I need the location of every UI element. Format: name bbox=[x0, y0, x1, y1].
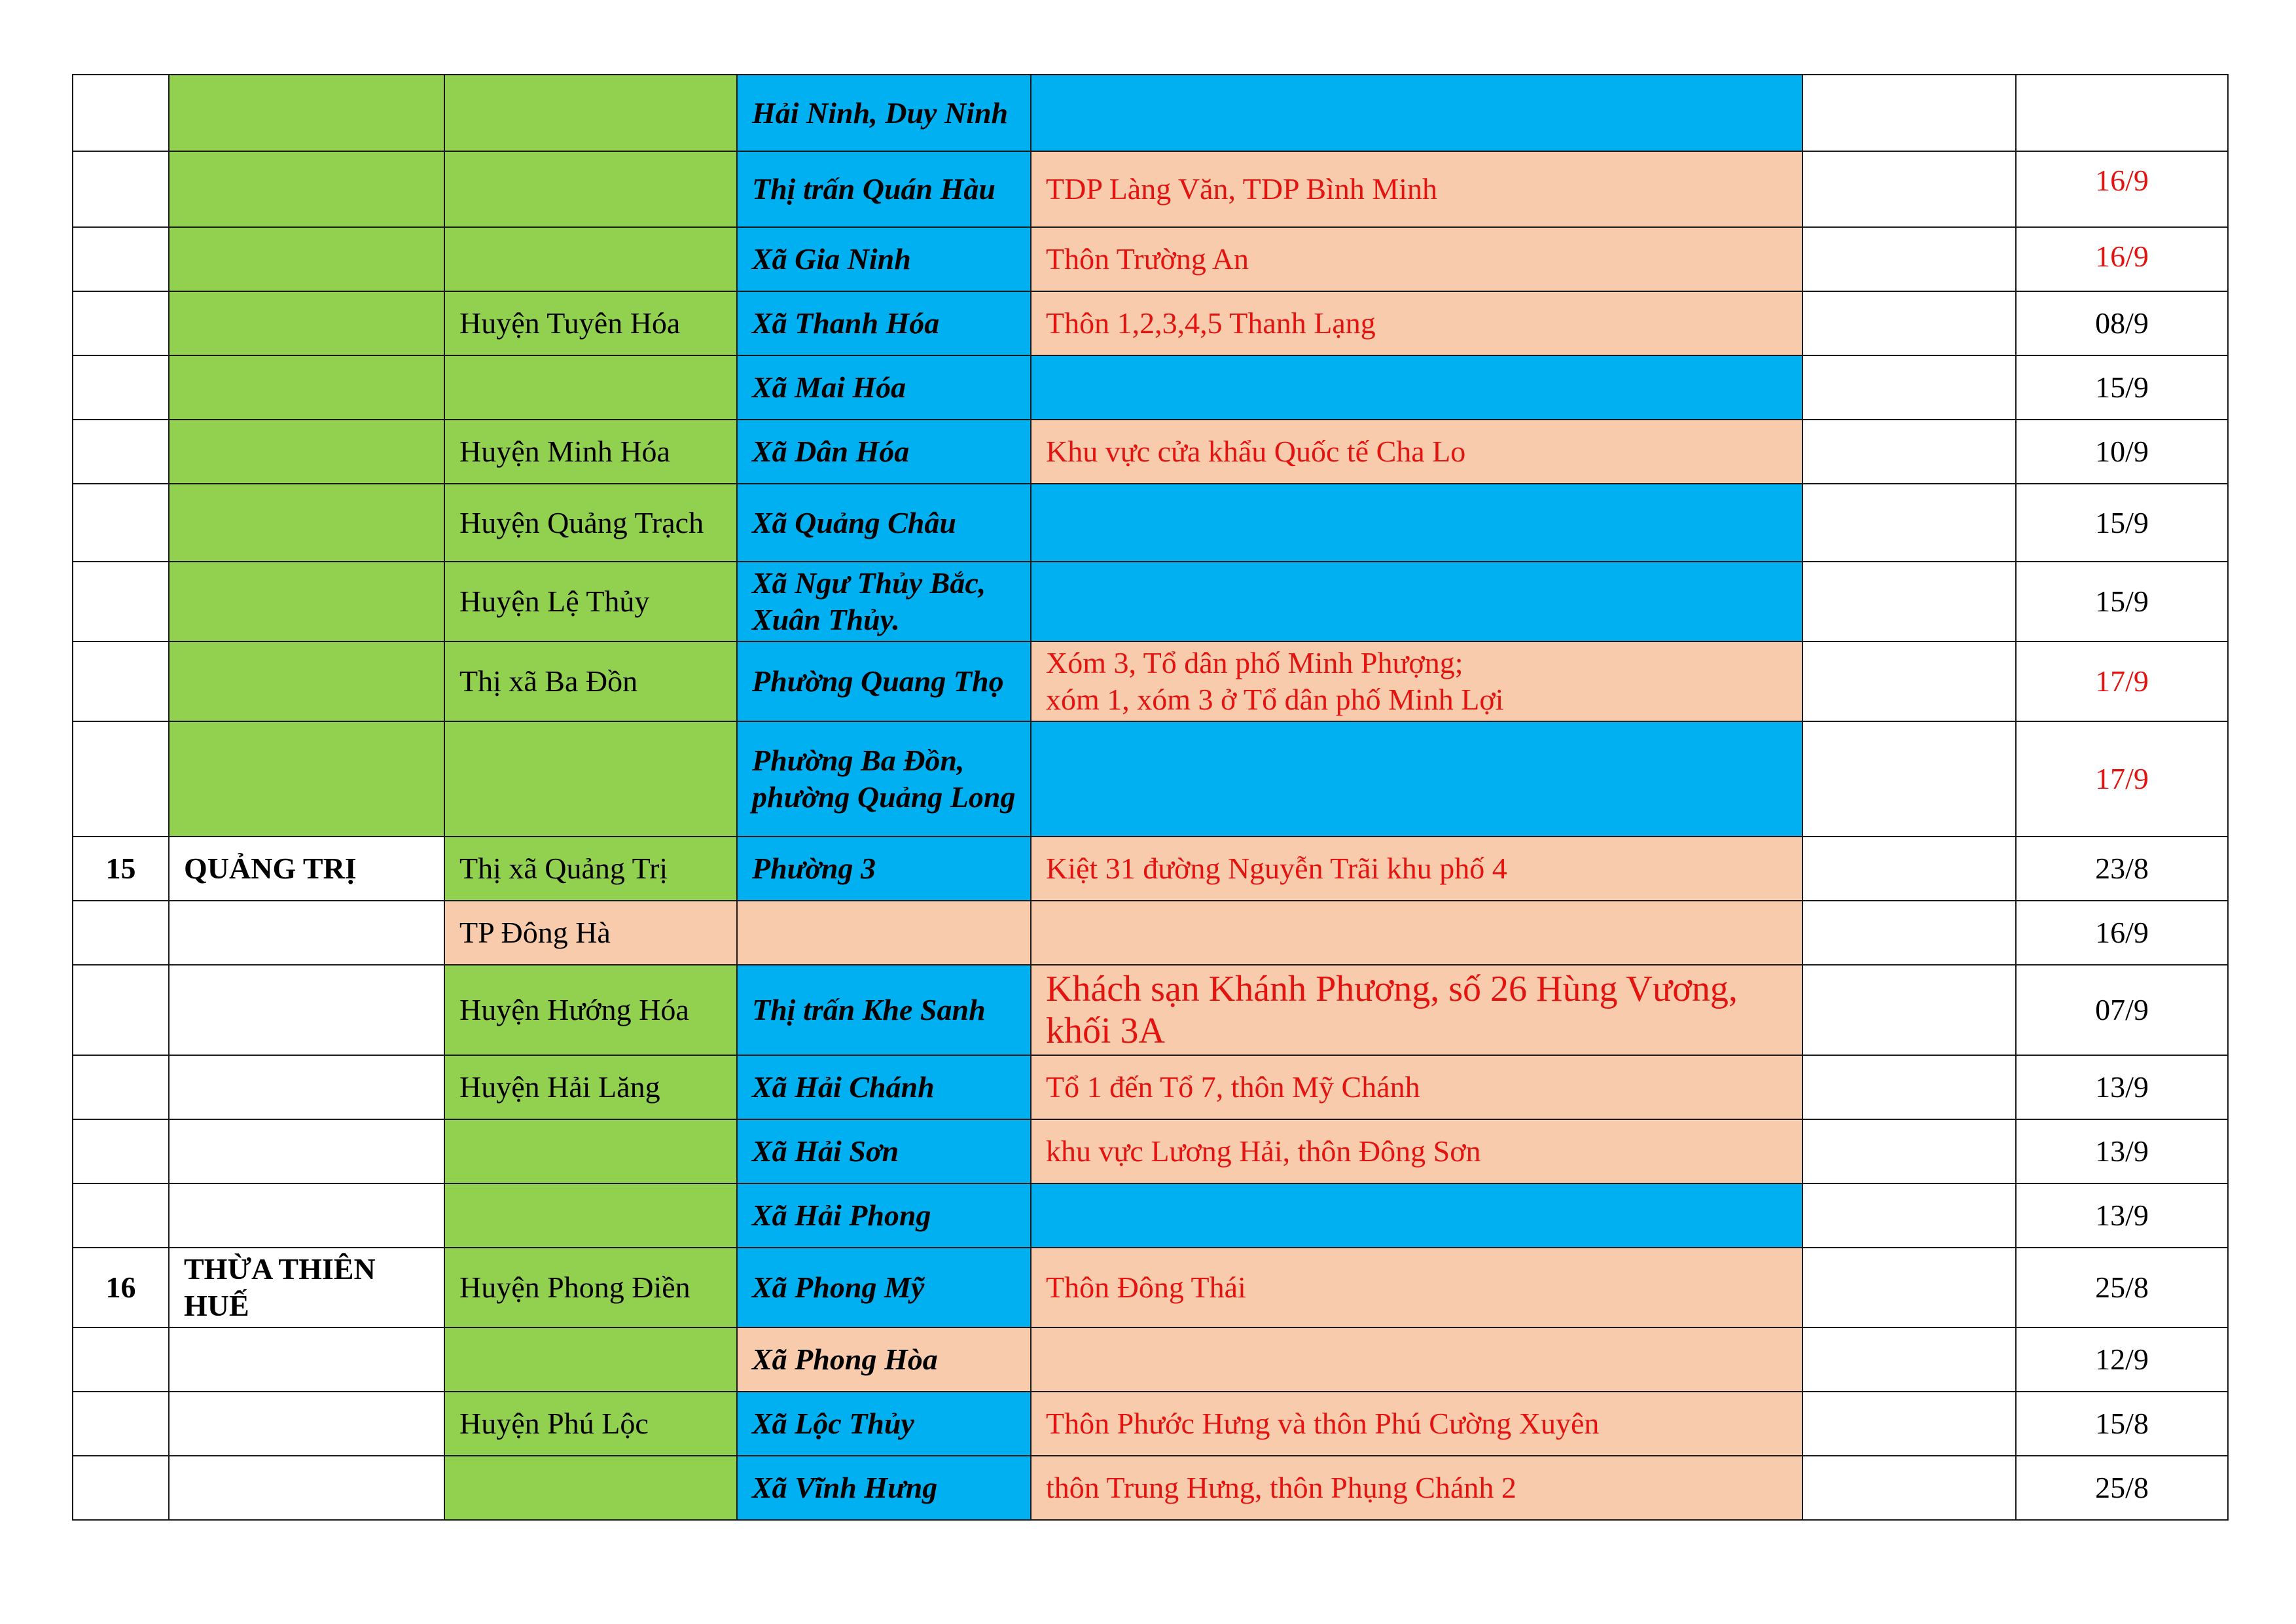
area-line: xóm 1, xóm 3 ở Tổ dân phố Minh Lợi bbox=[1046, 683, 1504, 716]
table-row bbox=[73, 484, 2228, 562]
table-row bbox=[73, 1456, 2228, 1520]
date-cell: 15/8 bbox=[2016, 1392, 2228, 1456]
province-cell bbox=[169, 1119, 444, 1183]
area-cell bbox=[1031, 75, 1803, 151]
area-cell bbox=[1031, 484, 1803, 562]
district-cell: Huyện Quảng Trạch bbox=[444, 484, 737, 562]
ward-cell: Thị trấn Khe Sanh bbox=[737, 965, 1031, 1055]
district-cell: Huyện Lệ Thủy bbox=[444, 562, 737, 641]
ward-cell: Xã Hải Phong bbox=[737, 1183, 1031, 1248]
district-cell: Thị xã Quảng Trị bbox=[444, 837, 737, 901]
district-cell bbox=[444, 1119, 737, 1183]
empty-cell bbox=[1803, 355, 2016, 420]
area-cell bbox=[1031, 1327, 1803, 1392]
district-cell: Huyện Phong Điền bbox=[444, 1248, 737, 1327]
table-row bbox=[73, 641, 2228, 721]
province-cell bbox=[169, 1183, 444, 1248]
stt-cell bbox=[73, 227, 169, 291]
stt-cell bbox=[73, 721, 169, 837]
empty-cell bbox=[1803, 1055, 2016, 1119]
province-cell bbox=[169, 484, 444, 562]
stt-cell bbox=[73, 641, 169, 721]
date-cell: 17/9 bbox=[2016, 721, 2228, 837]
district-cell: Huyện Minh Hóa bbox=[444, 420, 737, 484]
area-cell: Kiệt 31 đường Nguyễn Trãi khu phố 4 bbox=[1031, 837, 1803, 901]
district-cell bbox=[444, 151, 737, 227]
area-cell: thôn Trung Hưng, thôn Phụng Chánh 2 bbox=[1031, 1456, 1803, 1520]
date-cell: 10/9 bbox=[2016, 420, 2228, 484]
date-cell: 15/9 bbox=[2016, 355, 2228, 420]
ward-cell: Thị trấn Quán Hàu bbox=[737, 151, 1031, 227]
empty-cell bbox=[1803, 901, 2016, 965]
empty-cell bbox=[1803, 227, 2016, 291]
empty-cell bbox=[1803, 721, 2016, 837]
ward-cell: Xã Phong Hòa bbox=[737, 1327, 1031, 1392]
district-cell bbox=[444, 227, 737, 291]
province-cell bbox=[169, 151, 444, 227]
empty-cell bbox=[1803, 1119, 2016, 1183]
date-cell: 16/9 bbox=[2016, 227, 2228, 291]
district-cell: Huyện Hải Lăng bbox=[444, 1055, 737, 1119]
stt-cell bbox=[73, 1055, 169, 1119]
date-cell: 25/8 bbox=[2016, 1248, 2228, 1327]
province-cell bbox=[169, 1327, 444, 1392]
date-cell: 13/9 bbox=[2016, 1119, 2228, 1183]
empty-cell bbox=[1803, 1327, 2016, 1392]
province-cell bbox=[169, 355, 444, 420]
area-cell: Thôn 1,2,3,4,5 Thanh Lạng bbox=[1031, 291, 1803, 355]
area-cell bbox=[1031, 562, 1803, 641]
area-cell: TDP Làng Văn, TDP Bình Minh bbox=[1031, 151, 1803, 227]
stt-cell bbox=[73, 965, 169, 1055]
empty-cell bbox=[1803, 562, 2016, 641]
empty-cell bbox=[1803, 837, 2016, 901]
stt-cell bbox=[73, 355, 169, 420]
province-cell bbox=[169, 641, 444, 721]
stt-cell bbox=[73, 484, 169, 562]
area-line: Xóm 3, Tổ dân phố Minh Phượng; bbox=[1046, 646, 1463, 679]
ward-cell bbox=[737, 901, 1031, 965]
ward-cell: Xã Ngư Thủy Bắc, Xuân Thủy. bbox=[737, 562, 1031, 641]
date-cell: 16/9 bbox=[2016, 151, 2228, 227]
area-cell bbox=[1031, 901, 1803, 965]
table-row bbox=[73, 1327, 2228, 1392]
area-cell: Khách sạn Khánh Phương, số 26 Hùng Vương, khối 3A bbox=[1031, 965, 1803, 1055]
district-cell bbox=[444, 721, 737, 837]
empty-cell bbox=[1803, 420, 2016, 484]
date-cell: 16/9 bbox=[2016, 901, 2228, 965]
area-cell bbox=[1031, 355, 1803, 420]
empty-cell bbox=[1803, 641, 2016, 721]
table-row bbox=[73, 227, 2228, 291]
ward-cell: Xã Mai Hóa bbox=[737, 355, 1031, 420]
district-cell: Huyện Tuyên Hóa bbox=[444, 291, 737, 355]
province-cell: THỪA THIÊN HUẾ bbox=[169, 1248, 444, 1327]
outbreak-table bbox=[72, 74, 2229, 1521]
date-cell: 13/9 bbox=[2016, 1055, 2228, 1119]
area-cell bbox=[1031, 721, 1803, 837]
empty-cell bbox=[1803, 151, 2016, 227]
table-row bbox=[73, 1183, 2228, 1248]
ward-cell: Phường Quang Thọ bbox=[737, 641, 1031, 721]
empty-cell bbox=[1803, 1456, 2016, 1520]
empty-cell bbox=[1803, 1248, 2016, 1327]
date-cell: 15/9 bbox=[2016, 484, 2228, 562]
stt-cell bbox=[73, 291, 169, 355]
area-cell bbox=[1031, 1183, 1803, 1248]
area-cell: Tổ 1 đến Tổ 7, thôn Mỹ Chánh bbox=[1031, 1055, 1803, 1119]
table-row bbox=[73, 355, 2228, 420]
table-row bbox=[73, 75, 2228, 151]
table-row bbox=[73, 965, 2228, 1055]
ward-cell: Xã Gia Ninh bbox=[737, 227, 1031, 291]
province-cell: QUẢNG TRỊ bbox=[169, 837, 444, 901]
district-cell bbox=[444, 75, 737, 151]
table-row bbox=[73, 837, 2228, 901]
ward-cell: Hải Ninh, Duy Ninh bbox=[737, 75, 1031, 151]
ward-cell: Phường 3 bbox=[737, 837, 1031, 901]
date-cell bbox=[2016, 75, 2228, 151]
stt-cell: 16 bbox=[73, 1248, 169, 1327]
stt-cell: 15 bbox=[73, 837, 169, 901]
province-cell bbox=[169, 1055, 444, 1119]
empty-cell bbox=[1803, 484, 2016, 562]
province-cell bbox=[169, 562, 444, 641]
table-row bbox=[73, 901, 2228, 965]
area-cell: khu vực Lương Hải, thôn Đông Sơn bbox=[1031, 1119, 1803, 1183]
province-cell bbox=[169, 965, 444, 1055]
ward-cell: Xã Dân Hóa bbox=[737, 420, 1031, 484]
table-row bbox=[73, 1055, 2228, 1119]
area-cell: Thôn Đông Thái bbox=[1031, 1248, 1803, 1327]
table-row bbox=[73, 1119, 2228, 1183]
area-cell bbox=[1031, 641, 1803, 721]
district-cell bbox=[444, 1183, 737, 1248]
date-cell: 07/9 bbox=[2016, 965, 2228, 1055]
date-cell: 13/9 bbox=[2016, 1183, 2228, 1248]
date-cell: 12/9 bbox=[2016, 1327, 2228, 1392]
province-cell bbox=[169, 420, 444, 484]
district-cell: Huyện Hướng Hóa bbox=[444, 965, 737, 1055]
ward-cell: Xã Hải Chánh bbox=[737, 1055, 1031, 1119]
ward-cell: Xã Vĩnh Hưng bbox=[737, 1456, 1031, 1520]
table-row bbox=[73, 420, 2228, 484]
province-cell bbox=[169, 721, 444, 837]
date-cell: 08/9 bbox=[2016, 291, 2228, 355]
empty-cell bbox=[1803, 291, 2016, 355]
district-cell bbox=[444, 1327, 737, 1392]
district-cell bbox=[444, 355, 737, 420]
ward-cell: Xã Thanh Hóa bbox=[737, 291, 1031, 355]
date-cell: 17/9 bbox=[2016, 641, 2228, 721]
province-cell bbox=[169, 291, 444, 355]
table-row bbox=[73, 562, 2228, 641]
table-row bbox=[73, 151, 2228, 227]
area-cell: Thôn Phước Hưng và thôn Phú Cường Xuyên bbox=[1031, 1392, 1803, 1456]
ward-cell: Xã Phong Mỹ bbox=[737, 1248, 1031, 1327]
stt-cell bbox=[73, 1392, 169, 1456]
table-row bbox=[73, 291, 2228, 355]
ward-cell: Xã Hải Sơn bbox=[737, 1119, 1031, 1183]
stt-cell bbox=[73, 1327, 169, 1392]
province-cell bbox=[169, 1456, 444, 1520]
province-cell bbox=[169, 75, 444, 151]
date-cell: 15/9 bbox=[2016, 562, 2228, 641]
district-cell bbox=[444, 1456, 737, 1520]
empty-cell bbox=[1803, 75, 2016, 151]
province-cell bbox=[169, 1392, 444, 1456]
district-cell: TP Đông Hà bbox=[444, 901, 737, 965]
date-cell: 23/8 bbox=[2016, 837, 2228, 901]
empty-cell bbox=[1803, 965, 2016, 1055]
province-cell bbox=[169, 227, 444, 291]
stt-cell bbox=[73, 420, 169, 484]
table-row bbox=[73, 1248, 2228, 1327]
stt-cell bbox=[73, 1119, 169, 1183]
empty-cell bbox=[1803, 1392, 2016, 1456]
ward-cell: Phường Ba Đồn, phường Quảng Long bbox=[737, 721, 1031, 837]
stt-cell bbox=[73, 1183, 169, 1248]
stt-cell bbox=[73, 901, 169, 965]
province-cell bbox=[169, 901, 444, 965]
table-row bbox=[73, 721, 2228, 837]
stt-cell bbox=[73, 151, 169, 227]
stt-cell bbox=[73, 75, 169, 151]
ward-cell: Xã Quảng Châu bbox=[737, 484, 1031, 562]
stt-cell bbox=[73, 562, 169, 641]
district-cell: Huyện Phú Lộc bbox=[444, 1392, 737, 1456]
empty-cell bbox=[1803, 1183, 2016, 1248]
date-cell: 25/8 bbox=[2016, 1456, 2228, 1520]
district-cell: Thị xã Ba Đồn bbox=[444, 641, 737, 721]
area-cell: Khu vực cửa khẩu Quốc tế Cha Lo bbox=[1031, 420, 1803, 484]
area-cell: Thôn Trường An bbox=[1031, 227, 1803, 291]
table-row bbox=[73, 1392, 2228, 1456]
stt-cell bbox=[73, 1456, 169, 1520]
ward-cell: Xã Lộc Thủy bbox=[737, 1392, 1031, 1456]
